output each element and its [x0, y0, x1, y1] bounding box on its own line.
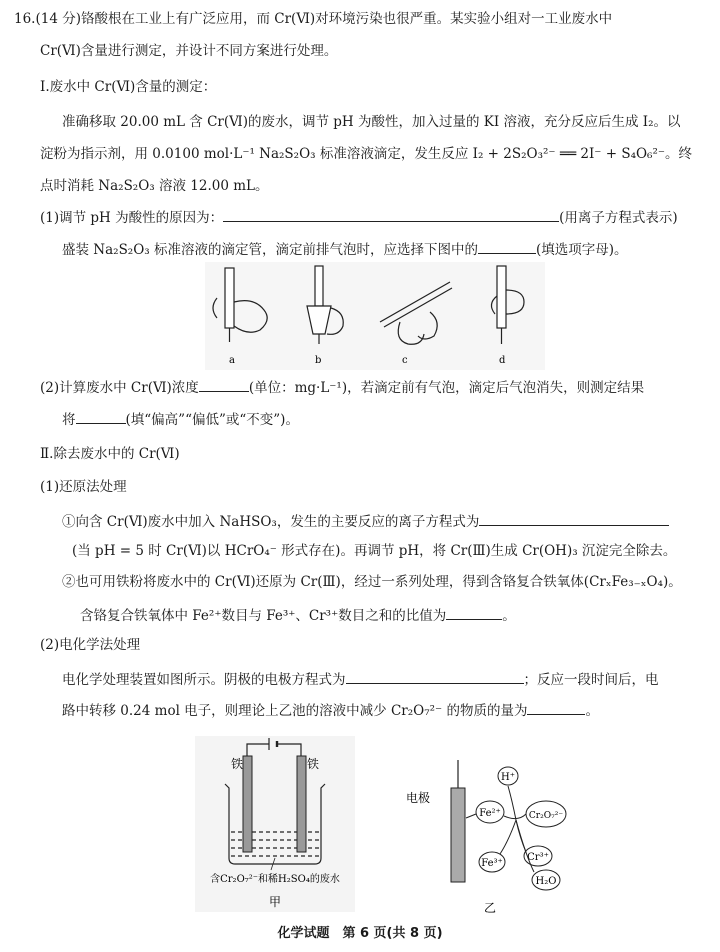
caption-yi: 乙: [483, 901, 497, 915]
p1-line-1: 准确移取 20.00 mL 含 Cr(Ⅵ)的废水，调节 pH 为酸性，加入过量的 KI 溶液，充分反应后生成 I₂。以: [62, 114, 681, 130]
species-label-h: H⁺: [501, 772, 515, 783]
figure-yi: [400, 756, 580, 920]
burette-figure: [205, 262, 545, 374]
species-label-cr2o7: Cr₂O₇²⁻: [528, 811, 564, 821]
p2-2-line-a: 电化学处理装置如图所示。阴极的电极方程式为 ；反应一段时间后，电: [62, 669, 659, 689]
solution-label: 含Cr₂O₇²⁻和稀H₂SO₄的废水: [210, 874, 340, 885]
answer-blank-4[interactable]: [76, 409, 126, 424]
iron-electrode-left: [243, 756, 252, 852]
answer-blank-8[interactable]: [527, 700, 585, 715]
p2-1-line-a: ①向含 Cr(Ⅵ)废水中加入 NaHSO₃，发生的主要反应的离子方程式为: [62, 511, 669, 531]
p2-2-line-b: 路中转移 0.24 mol 电子，则理论上乙池的溶液中减少 Cr₂O₇²⁻ 的物质的量为 。: [62, 700, 599, 720]
p2-1-line-c: ②也可用铁粉将废水中的 Cr(Ⅵ)还原为 Cr(Ⅲ)，经过一系列处理，得到含铬复合铁氧体(CrₓFe₃₋ₓO₄)。: [62, 574, 682, 590]
p2-1-line-d: 含铬复合铁氧体中 Fe²⁺数目与 Fe³⁺、Cr³⁺数目之和的比值为 。: [80, 605, 516, 625]
question-number: 16.(14 分)铬酸根在工业上有广泛应用，而 Cr(Ⅵ)对环境污染也很严重。某实验小组对一工业废水中: [14, 11, 613, 27]
fig-label-a: a: [229, 355, 235, 366]
intro-line-2: Cr(Ⅵ)含量进行测定，并设计不同方案进行处理。: [40, 43, 338, 59]
q1-line-a: (1)调节 pH 为酸性的原因为： (用离子方程式表示): [40, 207, 678, 227]
page-footer: 化学试题 第 6 页(共 8 页): [277, 926, 443, 941]
electrode-rod: [451, 788, 465, 882]
iron-electrode-right: [297, 756, 306, 852]
electrode-label: 电极: [406, 791, 431, 805]
p1-line-2: 淀粉为指示剂，用 0.0100 mol·L⁻¹ Na₂S₂O₃ 标准溶液滴定，发生反应 I₂ + 2S₂O₃²⁻ ══ 2I⁻ + S₄O₆²⁻。终: [40, 146, 693, 162]
answer-blank-7[interactable]: [346, 669, 524, 684]
q2-line-a: (2)计算废水中 Cr(Ⅵ)浓度 (单位：mg·L⁻¹)，若滴定前有气泡，滴定后气泡消失，则测定结果: [40, 377, 644, 397]
answer-blank-5[interactable]: [479, 511, 669, 526]
p2-2-title: (2)电化学法处理: [40, 637, 141, 653]
caption-jia: 甲: [268, 895, 282, 909]
answer-blank-3[interactable]: [199, 377, 249, 392]
fig-label-c: c: [402, 355, 408, 366]
p2-1-line-b: (当 pH = 5 时 Cr(Ⅵ)以 HCrO₄⁻ 形式存在)。再调节 pH，将 Cr(Ⅲ)生成 Cr(OH)₃ 沉淀完全除去。: [72, 543, 677, 559]
figure-jia: [195, 736, 355, 916]
p2-1-title: (1)还原法处理: [40, 479, 127, 495]
q1-line-b: 盛装 Na₂S₂O₃ 标准溶液的滴定管，滴定前排气泡时，应选择下图中的 (填选项字母)。: [62, 239, 628, 259]
answer-blank-2[interactable]: [478, 239, 536, 254]
intro-line-1: (14 分)铬酸根在工业上有广泛应用，而 Cr(Ⅵ)对环境污染也很严重。某实验小组对一工业废水中: [35, 11, 613, 27]
electrode-label-right: 铁: [307, 757, 320, 771]
answer-blank-6[interactable]: [446, 605, 502, 620]
p1-line-3: 点时消耗 Na₂S₂O₃ 溶液 12.00 mL。: [40, 178, 269, 194]
species-label-h2o: H₂O: [535, 876, 557, 887]
electrode-label-left: 铁: [231, 757, 244, 771]
part1-title: Ⅰ.废水中 Cr(Ⅵ)含量的测定：: [40, 79, 217, 95]
species-label-cr3: Cr³⁺: [527, 852, 549, 863]
fig-label-d: d: [499, 355, 506, 366]
answer-blank-1[interactable]: [223, 207, 559, 222]
part2-title: Ⅱ.除去废水中的 Cr(Ⅵ): [40, 446, 180, 462]
fig-label-b: b: [315, 355, 322, 366]
q2-line-b: 将 (填“偏高”“偏低”或“不变”)。: [62, 409, 299, 429]
species-label-fe3: Fe³⁺: [481, 858, 503, 869]
species-label-fe2: Fe²⁺: [479, 808, 501, 819]
